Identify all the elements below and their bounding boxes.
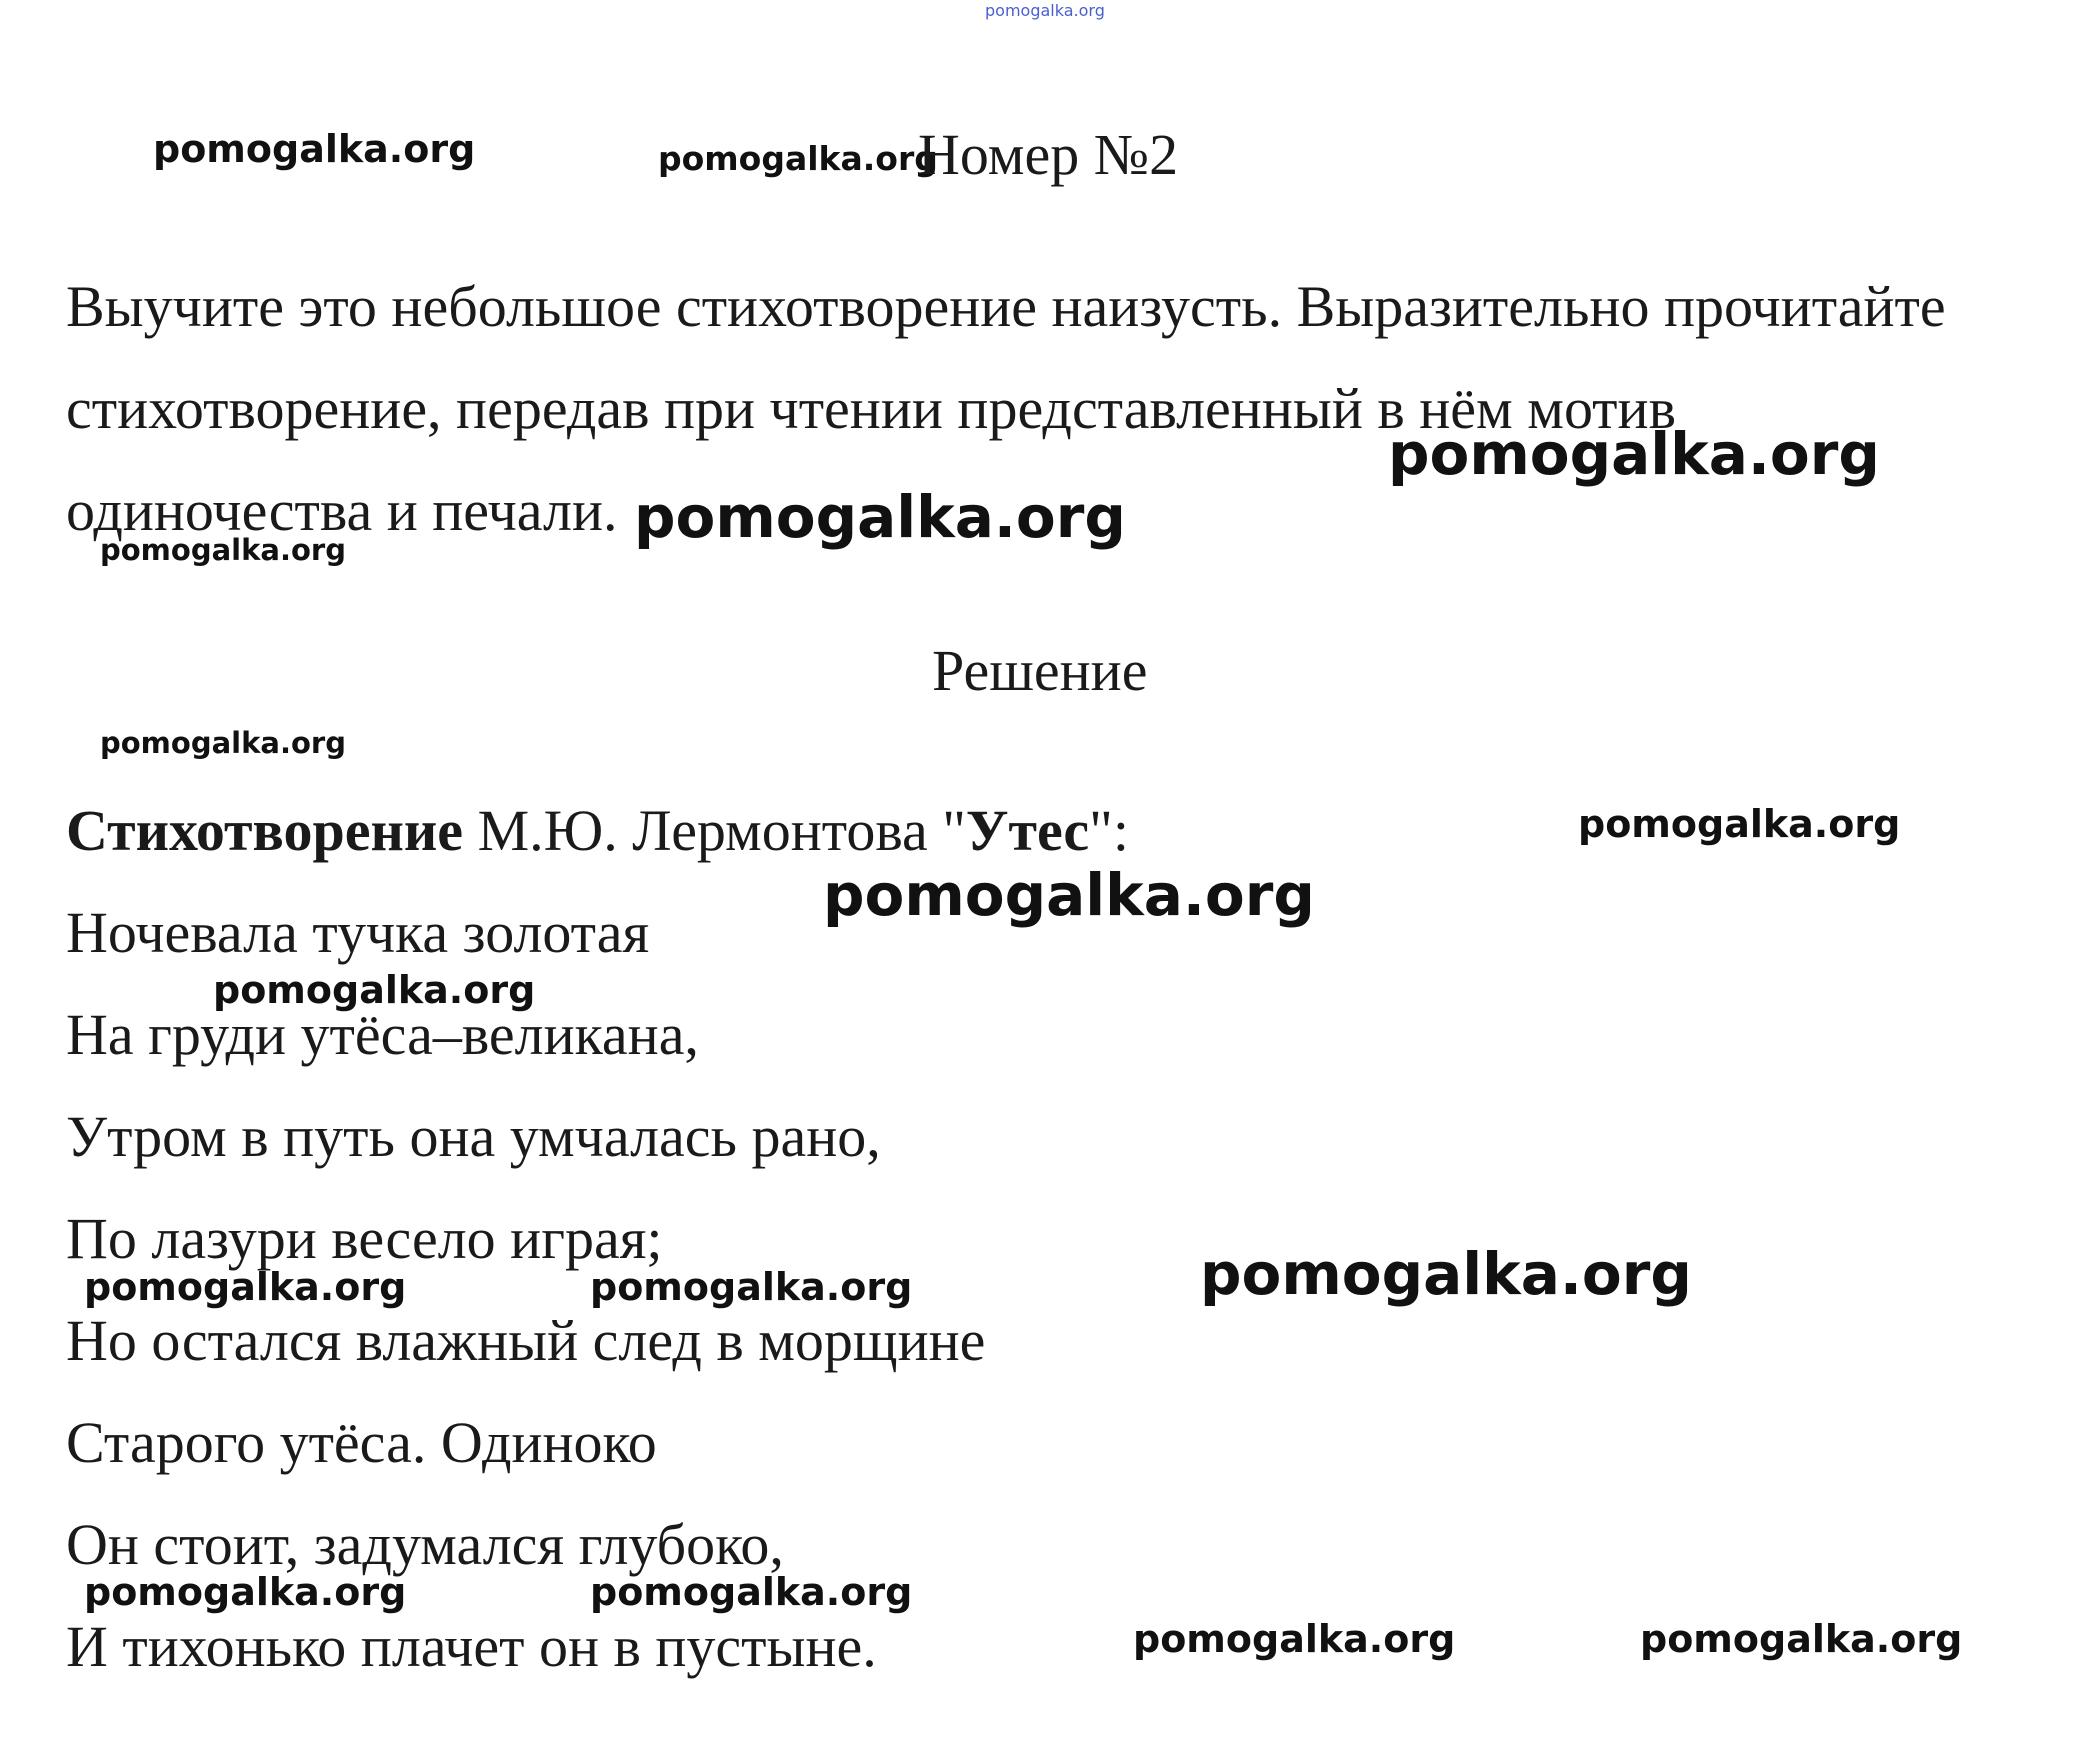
task-line: Выучите это небольшое стихотворение наизусть. Выразительно прочитайте — [66, 274, 1946, 339]
watermark: pomogalka.org — [823, 861, 1315, 929]
poem-line: Но остался влажный след в морщине — [66, 1308, 986, 1373]
watermark: pomogalka.org — [1133, 1617, 1456, 1661]
watermark: pomogalka.org — [590, 1570, 913, 1614]
watermark: pomogalka.org — [1578, 802, 1901, 846]
task-line: одиночества и печали. — [66, 478, 618, 543]
watermark: pomogalka.org — [1640, 1617, 1963, 1661]
watermark: pomogalka.org — [100, 533, 346, 567]
task-line: стихотворение, передав при чтении представленный в нём мотив — [66, 376, 1676, 441]
poem-line: Утром в путь она умчалась рано, — [66, 1104, 881, 1169]
poem-line: Старого утёса. Одиноко — [66, 1410, 657, 1475]
intro-author: М.Ю. Лермонтова " — [463, 798, 966, 863]
watermark-top: pomogalka.org — [985, 1, 1105, 20]
watermark: pomogalka.org — [213, 968, 536, 1012]
watermark: pomogalka.org — [100, 726, 346, 760]
poem-line: Он стоит, задумался глубоко, — [66, 1512, 784, 1577]
watermark: pomogalka.org — [153, 127, 476, 171]
watermark: pomogalka.org — [1388, 420, 1880, 488]
watermark: pomogalka.org — [658, 139, 938, 178]
poem-line: Ночевала тучка золотая — [66, 900, 650, 965]
task-title: Номер №2 — [918, 122, 1179, 187]
solution-heading: Решение — [932, 638, 1148, 703]
watermark: pomogalka.org — [590, 1265, 913, 1309]
watermark: pomogalka.org — [1200, 1240, 1692, 1308]
watermark: pomogalka.org — [84, 1570, 407, 1614]
intro-bold: Стихотворение — [66, 798, 464, 863]
poem-line: И тихонько плачет он в пустыне. — [66, 1614, 877, 1679]
intro-end: ": — [1089, 798, 1129, 863]
solution-intro — [66, 798, 1129, 863]
poem-line: На груди утёса–великана, — [66, 1002, 699, 1067]
intro-poem-title: Утес — [965, 798, 1090, 863]
poem-line: По лазури весело играя; — [66, 1206, 663, 1271]
watermark: pomogalka.org — [634, 483, 1126, 551]
watermark: pomogalka.org — [84, 1265, 407, 1309]
